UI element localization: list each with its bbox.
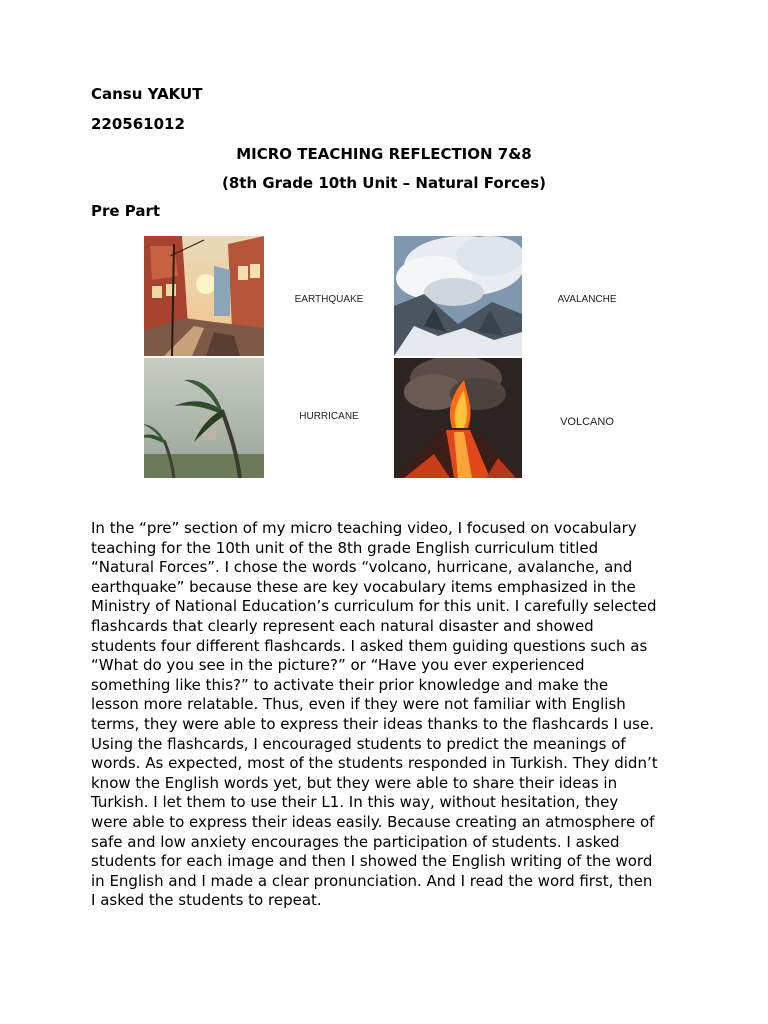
paragraph-line: were able to express their ideas easily. Because creating an atmosphere of xyxy=(91,812,655,831)
author-name: Cansu YAKUT xyxy=(91,85,203,103)
volcano-label: VOLCANO xyxy=(560,416,614,428)
paragraph-line: “What do you see in the picture?” or “Have you ever experienced xyxy=(91,656,585,675)
paragraph-line: words. As expected, most of the students responded in Turkish. They didn’t xyxy=(91,754,658,773)
paragraph-line: safe and low anxiety encourages the participation of students. I asked xyxy=(91,832,620,851)
paragraph-line: terms, they were able to express their ideas thanks to the flashcards I use. xyxy=(91,714,654,733)
paragraph-line: in English and I made a clear pronunciation. And I read the word first, then xyxy=(91,871,653,890)
section-heading: Pre Part xyxy=(91,202,161,220)
avalanche-image xyxy=(394,236,522,356)
paragraph-line: “Natural Forces”. I chose the words “volcano, hurricane, avalanche, and xyxy=(91,558,633,577)
paragraph-line: earthquake” because these are key vocabulary items emphasized in the xyxy=(91,577,636,596)
document-subtitle: (8th Grade 10th Unit – Natural Forces) xyxy=(222,174,546,192)
paragraph-line: Turkish. I let them to use their L1. In this way, without hesitation, they xyxy=(91,793,619,812)
avalanche-label: AVALANCHE xyxy=(557,294,617,305)
paragraph-line: lesson more relatable. Thus, even if they were not familiar with English xyxy=(91,695,626,714)
student-id: 220561012 xyxy=(91,115,185,133)
paragraph-line: Using the flashcards, I encouraged students to predict the meanings of xyxy=(91,734,626,753)
paragraph-line: I asked the students to repeat. xyxy=(91,891,322,910)
flashcards-figure xyxy=(144,236,650,478)
paragraph-line: students for each image and then I showed the English writing of the word xyxy=(91,852,653,871)
paragraph-line: flashcards that clearly represent each natural disaster and showed xyxy=(91,616,594,635)
volcano-image xyxy=(394,358,522,478)
hurricane-image xyxy=(144,358,264,478)
paragraph-line: Ministry of National Education’s curriculum for this unit. I carefully selected xyxy=(91,597,657,616)
paragraph-line: teaching for the 10th unit of the 8th grade English curriculum titled xyxy=(91,538,599,557)
earthquake-image xyxy=(144,236,264,356)
paragraph-line: In the “pre” section of my micro teaching video, I focused on vocabulary xyxy=(91,519,637,537)
paragraph-line: students four different flashcards. I asked them guiding questions such as xyxy=(91,636,648,655)
earthquake-label: EARTHQUAKE xyxy=(294,294,364,305)
hurricane-label: HURRICANE xyxy=(299,411,359,422)
reflection-paragraph xyxy=(91,519,691,911)
paragraph-line: something like this?” to activate their prior knowledge and make the xyxy=(91,675,609,694)
paragraph-line: know the English words yet, but they were able to share their ideas in xyxy=(91,773,618,792)
document-title: MICRO TEACHING REFLECTION 7&8 xyxy=(236,145,532,163)
